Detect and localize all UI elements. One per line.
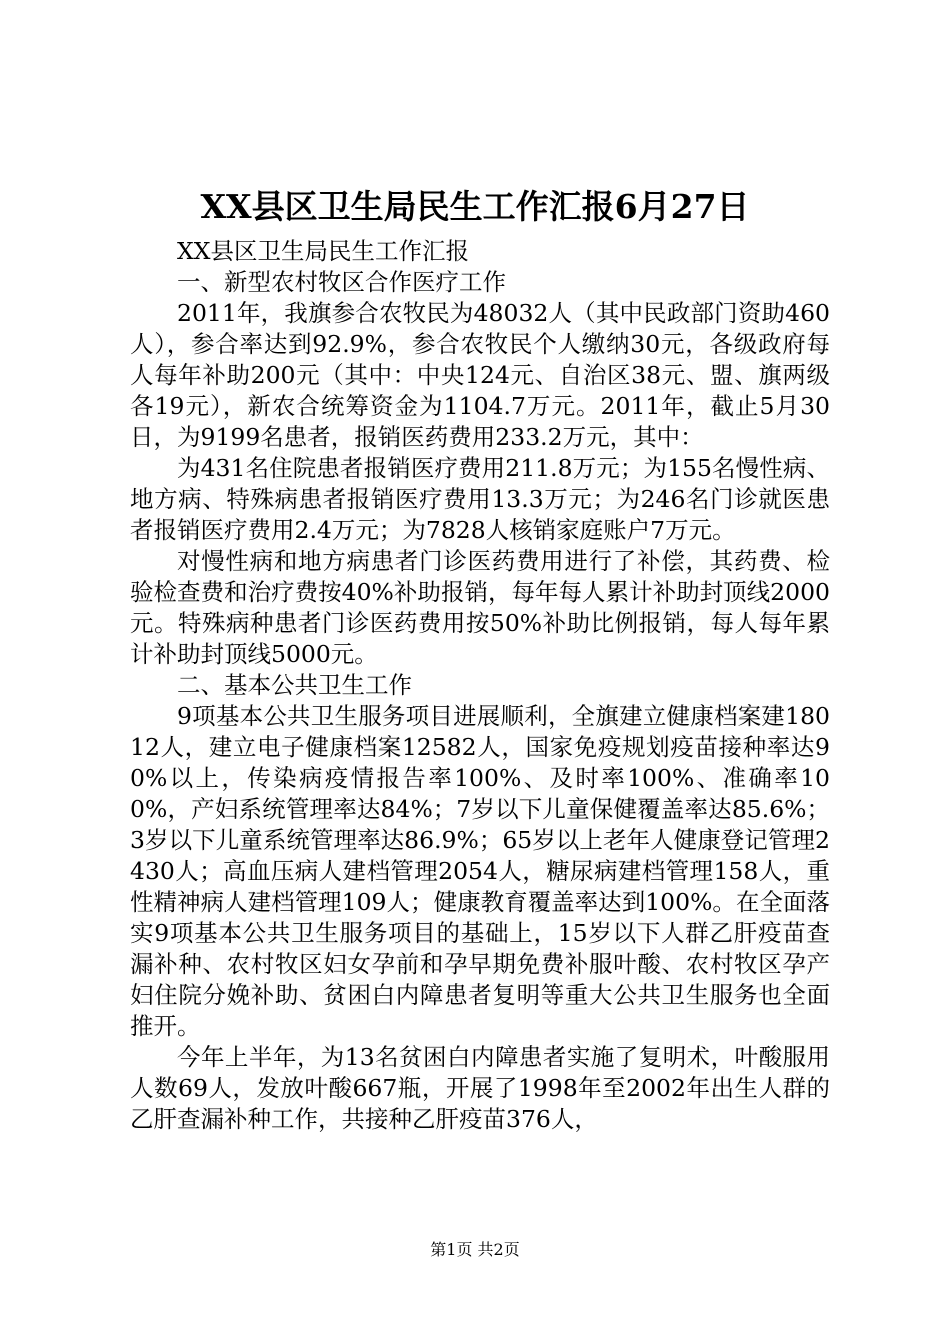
subtitle-paragraph: XX县区卫生局民生工作汇报 bbox=[177, 237, 469, 265]
paragraph: 9项基本公共卫生服务项目进展顺利，全旗建立健康档案建18012人，建立电子健康档案12582人，国家免疫规划疫苗接种率达90%以上，传染病疫情报告率100%、及时率100%、准确率100%，产妇系统管理率达84%；7岁以下儿童保健覆盖率达85.6%；3岁以下儿童系统管理率达86.9%；65岁以上老年人健康登记管理2430人；高血压病人建档管理2054人，糖尿病建档管理158人，重性精神病人建档管理109人；健康教育覆盖率达到100%。在全面落实9项基本公共卫生服务项目的基础上，15岁以下人群乙肝疫苗查漏补种、农村牧区妇女孕前和孕早期免费补服叶酸、农村牧区孕产妇住院分娩补助、贫困白内障患者复明等重大公共卫生服务也全面推开。 bbox=[130, 702, 830, 1040]
paragraph: 2011年，我旗参合农牧民为48032人（其中民政部门资助460人），参合率达到92.9%，参合农牧民个人缴纳30元，各级政府每人每年补助200元（其中：中央124元、自治区38元、盟、旗两级各19元），新农合统筹资金为1104.7万元。2011年，截止5月30日，为9199名患者，报销医药费用233.2万元，其中： bbox=[130, 299, 830, 451]
page-footer: 第1页 共2页 bbox=[430, 1240, 520, 1259]
section-heading-2: 二、基本公共卫生工作 bbox=[177, 671, 412, 699]
paragraph: 为431名住院患者报销医疗费用211.8万元；为155名慢性病、地方病、特殊病患者报销医疗费用13.3万元；为246名门诊就医患者报销医疗费用2.4万元；为7828人核销家庭账户7万元。 bbox=[130, 454, 830, 544]
document-body bbox=[130, 236, 830, 1135]
document-title: XX县区卫生局民生工作汇报6月27日 bbox=[200, 187, 750, 226]
section-heading-1: 一、新型农村牧区合作医疗工作 bbox=[177, 268, 506, 296]
paragraph: 对慢性病和地方病患者门诊医药费用进行了补偿，其药费、检验检查费和治疗费按40%补助报销，每年每人累计补助封顶线2000元。特殊病种患者门诊医药费用按50%补助比例报销，每人每年累计补助封顶线5000元。 bbox=[130, 547, 830, 668]
paragraph: 今年上半年，为13名贫困白内障患者实施了复明术，叶酸服用人数69人，发放叶酸667瓶，开展了1998年至2002年出生人群的乙肝查漏补种工作，共接种乙肝疫苗376人， bbox=[130, 1043, 830, 1133]
